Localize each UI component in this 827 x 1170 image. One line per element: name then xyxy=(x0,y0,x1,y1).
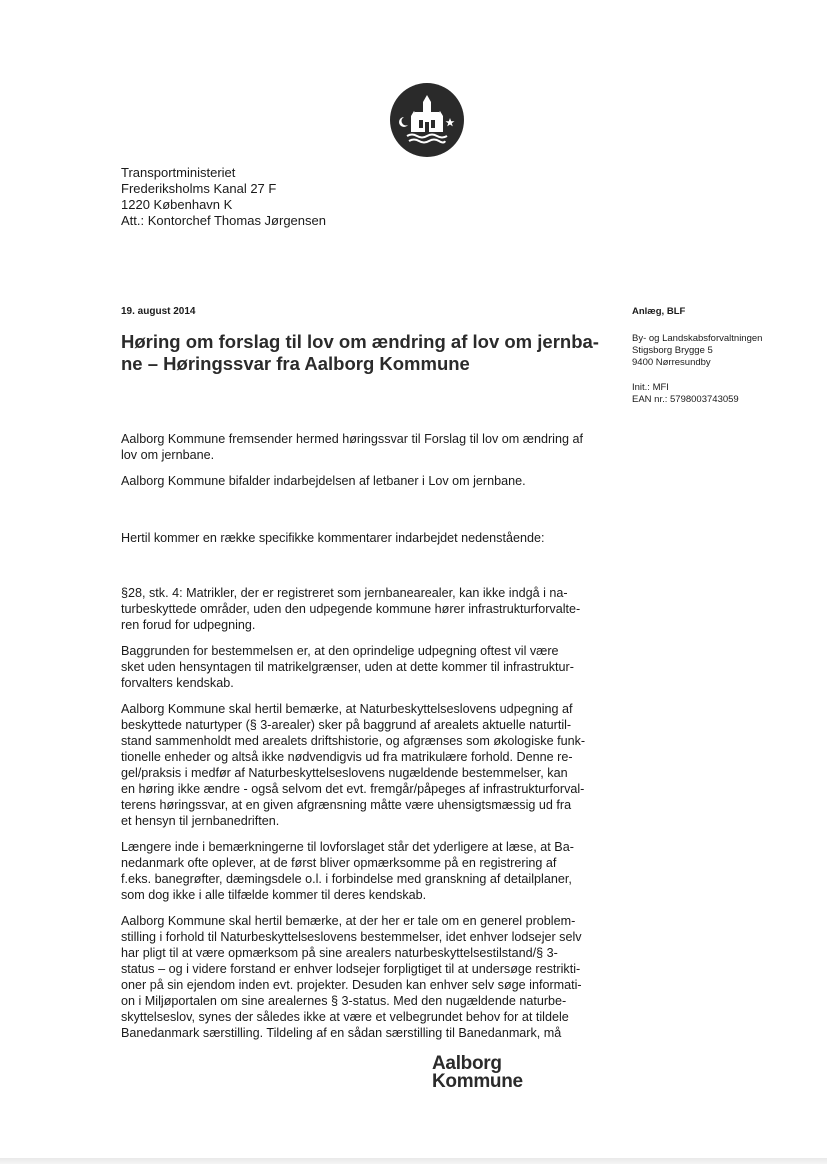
text-line: f.eks. banegrøfter, dæmingsdele o.l. i forbindelse med granskning af detailplaner, xyxy=(121,872,572,886)
recipient-line: 1220 København K xyxy=(121,197,233,212)
sender-init: Init.: MFI xyxy=(632,382,669,393)
text-line: turbeskyttede områder, uden den udpegende kommune hører infrastrukturforvalte- xyxy=(121,602,581,616)
recipient-line: Transportministeriet xyxy=(121,165,236,180)
text-line: terens høringssvar, at en given afgrænsning måtte være uhensigtsmæssig ud fra xyxy=(121,798,572,812)
text-line: Aalborg Kommune bifalder indarbejdelsen af letbaner i Lov om jernbane. xyxy=(121,474,526,488)
text-line: nedanmark ofte oplever, at de først bliver opmærksomme på en registrering af xyxy=(121,856,557,870)
paragraph xyxy=(121,585,619,633)
letter-title xyxy=(121,331,611,375)
text-line: §28, stk. 4: Matrikler, der er registreret som jernbanearealer, kan ikke indgå i na- xyxy=(121,586,568,600)
logo-line: Kommune xyxy=(432,1071,523,1092)
text-line: Baggrunden for bestemmelsen er, at den oprindelige udpegning oftest vil være xyxy=(121,644,559,658)
paragraph xyxy=(121,839,619,903)
paragraph xyxy=(121,530,619,546)
text-line: Længere inde i bemærkningerne til lovforslaget står det yderligere at læse, at Ba- xyxy=(121,840,574,854)
text-line: skyttelseslov, synes der således ikke at være et velbegrundet behov for at tildele xyxy=(121,1010,569,1024)
text-line: stilling i forhold til Naturbeskyttelseslovens bestemmelser, idet enhver lodsejer selv xyxy=(121,930,582,944)
sender-street: Stigsborg Brygge 5 xyxy=(632,345,713,356)
text-line: Hertil kommer en række specifikke kommentarer indarbejdet nedenstående: xyxy=(121,531,545,545)
text-line: lov om jernbane. xyxy=(121,448,215,462)
text-line: har pligt til at være opmærksom på sine arealers naturbeskyttelsestilstand/§ 3- xyxy=(121,946,558,960)
paragraph xyxy=(121,473,619,489)
text-line: Banedanmark særstilling. Tildeling af en sådan særstilling til Banedanmark, må xyxy=(121,1026,562,1040)
page-bottom-edge xyxy=(0,1158,827,1164)
text-line: en høring ikke ændre - også selvom det evt. fremgår/påpeges af infrastrukturforval- xyxy=(121,782,585,796)
text-line: som dog ikke i alle tilfælde kommer til deres kendskab. xyxy=(121,888,427,902)
recipient-address xyxy=(121,165,326,229)
text-line: oner på sin ejendom inden evt. projekter. Desuden kan enhver selv søge informati- xyxy=(121,978,582,992)
aalborg-kommune-logo xyxy=(432,1055,523,1091)
sender-department: Anlæg, BLF xyxy=(632,306,686,317)
letter-date: 19. august 2014 xyxy=(121,306,196,317)
letter-body xyxy=(121,431,619,1041)
aalborg-seal-icon xyxy=(389,82,465,158)
logo-line: Aalborg xyxy=(432,1053,502,1074)
text-line: Aalborg Kommune skal hertil bemærke, at Naturbeskyttelseslovens udpegning af xyxy=(121,702,573,716)
text-line: stand sammenholdt med arealets driftshistorie, og afgrænses som økologiske funk- xyxy=(121,734,586,748)
text-line: Aalborg Kommune skal hertil bemærke, at der her er tale om en generel problem- xyxy=(121,914,576,928)
text-line: et hensyn til jernbanedriften. xyxy=(121,814,280,828)
recipient-line: Frederiksholms Kanal 27 F xyxy=(121,181,277,196)
text-line: tionelle enheder og altså ikke nødvendigvis ud fra matrikulære forhold. Denne re- xyxy=(121,750,573,764)
text-line: status – og i videre forstand er enhver lodsejer forpligtiget til at undersøge restrikti- xyxy=(121,962,581,976)
text-line: sket uden hensyntagen til matrikelgrænser, uden at dette kommer til infrastruktur- xyxy=(121,660,574,674)
text-line: on i Miljøportalen om sine arealernes § 3-status. Med den nugældende naturbe- xyxy=(121,994,567,1008)
text-line: beskyttede naturtyper (§ 3-arealer) sker på baggrund af arealets aktuelle naturtil- xyxy=(121,718,572,732)
paragraph xyxy=(121,913,619,1041)
text-line: Aalborg Kommune fremsender hermed høringssvar til Forslag til lov om ændring af xyxy=(121,432,583,446)
title-line: ne – Høringssvar fra Aalborg Kommune xyxy=(121,353,470,374)
sender-block xyxy=(632,306,762,406)
sender-org: By- og Landskabsforvaltningen xyxy=(632,333,763,344)
paragraph xyxy=(121,701,619,829)
sender-city: 9400 Nørresundby xyxy=(632,357,711,368)
paragraph xyxy=(121,643,619,691)
text-line: ren forud for udpegning. xyxy=(121,618,256,632)
text-line: forvalters kendskab. xyxy=(121,676,234,690)
sender-ean: EAN nr.: 5798003743059 xyxy=(632,394,739,405)
title-line: Høring om forslag til lov om ændring af lov om jernba- xyxy=(121,331,599,352)
recipient-line: Att.: Kontorchef Thomas Jørgensen xyxy=(121,213,326,228)
text-line: gel/praksis i medfør af Naturbeskyttelseslovens nugældende bestemmelser, kan xyxy=(121,766,568,780)
paragraph xyxy=(121,431,619,463)
